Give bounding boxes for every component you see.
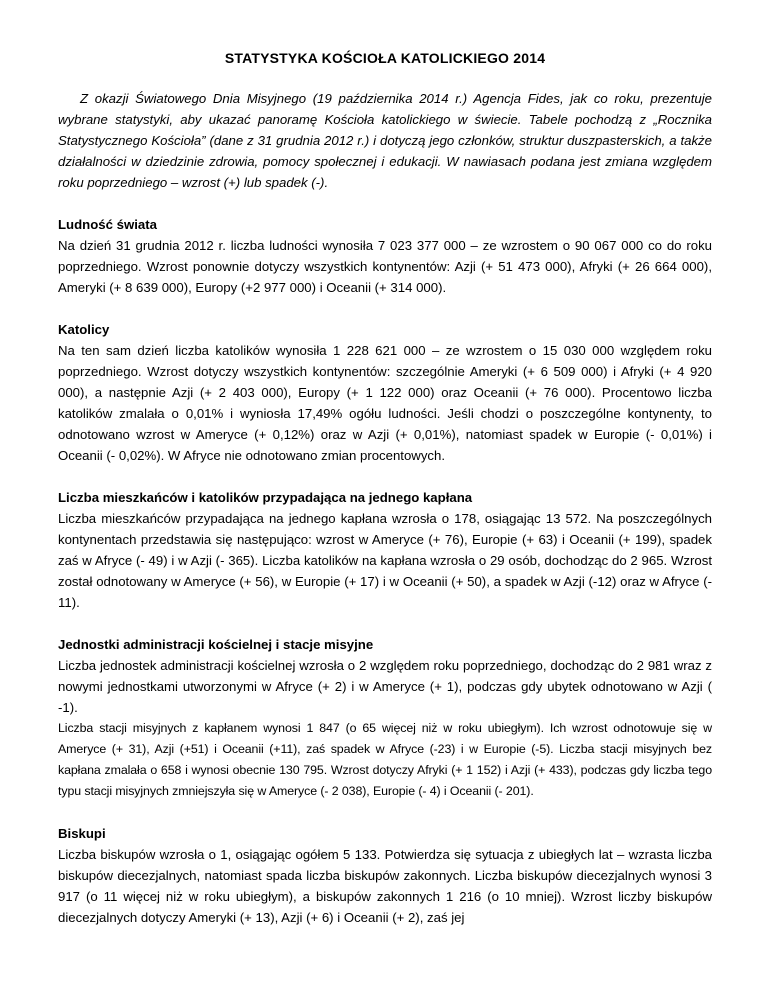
intro-paragraph: Z okazji Światowego Dnia Misyjnego (19 października 2014 r.) Agencja Fides, jak co roku, prezentuje wybrane statystyki, aby ukazać panoramę Kościoła katolickiego w świecie. Tabele pochodzą z „Rocznika Statystycznego Kościoła” (dane z 31 grudnia 2012 r.) i dotyczą jego członków, struktur duszpasterskich, a także działalności w dziedzinie zdrowia, pomocy społecznej i edukacji. W nawiasach podana jest zmiana względem roku poprzedniego – wzrost (+) lub spadek (-). <box>58 91 712 190</box>
section-paragraph: Liczba biskupów wzrosła o 1, osiągając ogółem 5 133. Potwierdza się sytuacja z ubiegłych lat – wzrasta liczba biskupów diecezjalnych, natomiast spada liczba biskupów zakonnych. Liczba biskupów diecezjalnych wynosi 3 917 (o 11 więcej niż w roku ubiegłym), a biskupów zakonnych 1 216 (o 10 mniej). Wzrost liczby biskupów diecezjalnych dotyczy Ameryki (+ 13), Azji (+ 6) i Oceanii (+ 2), zaś jej <box>58 847 712 925</box>
section-paragraph: Liczba jednostek administracji kościelnej wzrosła o 2 względem roku poprzedniego, dochodząc do 2 981 wraz z nowymi jednostkami utworzonymi w Afryce (+ 2) i w Ameryce (+ 1), podczas gdy ubytek odnotowano w Azji ( -1). <box>58 658 712 715</box>
section-heading: Ludność świata <box>58 217 157 232</box>
section-heading: Biskupi <box>58 826 106 841</box>
section-heading: Katolicy <box>58 322 110 337</box>
section-catholics <box>58 319 712 466</box>
section-world-population <box>58 214 712 298</box>
section-paragraph: Liczba stacji misyjnych z kapłanem wynosi 1 847 (o 65 więcej niż w roku ubiegłym). Ich wzrost odnotowuje się w Ameryce (+ 31), Azji (+51) i Oceanii (+11), zaś spadek w Afryce (-23) i w Europie (-5). Liczba stacji misyjnych bez kapłana zmalała o 658 i wynosi obecnie 130 795. Wzrost dotyczy Afryki (+ 1 152) i Azji (+ 433), podczas gdy liczba tego typu stacji misyjnych zmniejszyła się w Ameryce (- 2 038), Europie (- 4) i Oceanii (- 201). <box>58 721 712 798</box>
section-ecclesiastical-units <box>58 634 712 802</box>
section-paragraph: Na ten sam dzień liczba katolików wynosiła 1 228 621 000 – ze wzrostem o 15 030 000 względem roku poprzedniego. Wzrost dotyczy wszystkich kontynentów: szczególnie Ameryki (+ 6 509 000) i Afryki (+ 4 920 000), a następnie Azji (+ 2 403 000), Europy (+ 1 122 000) oraz Oceanii (+ 76 000). Procentowo liczba katolików zmalała o 0,01% i wyniosła 17,49% ogółu ludności. Jeśli chodzi o poszczególne kontynenty, to odnotowano wzrost w Ameryce (+ 0,12%) oraz w Azji (+ 0,01%), natomiast spadek w Europie (- 0,01%) i Oceanii (- 0,02%). W Afryce nie odnotowano zmian procentowych. <box>58 343 712 463</box>
section-paragraph: Na dzień 31 grudnia 2012 r. liczba ludności wynosiła 7 023 377 000 – ze wzrostem o 90 067 000 co do roku poprzedniego. Wzrost ponownie dotyczy wszystkich kontynentów: Azji (+ 51 473 000), Afryki (+ 26 664 000), Ameryki (+ 8 639 000), Europy (+2 977 000) i Oceanii (+ 314 000). <box>58 238 712 295</box>
section-bishops <box>58 823 712 928</box>
document-title: STATYSTYKA KOŚCIOŁA KATOLICKIEGO 2014 <box>224 50 546 66</box>
section-heading: Liczba mieszkańców i katolików przypadająca na jednego kapłana <box>58 490 473 505</box>
section-heading: Jednostki administracji kościelnej i stacje misyjne <box>58 637 374 652</box>
document-page <box>58 48 712 928</box>
section-paragraph: Liczba mieszkańców przypadająca na jednego kapłana wzrosła o 178, osiągając 13 572. Na poszczególnych kontynentach przedstawia się następująco: wzrost w Ameryce (+ 76), Europie (+ 63) i Oceanii (+ 199), spadek zaś w Afryce (- 49) i w Azji (- 365). Liczba katolików na kapłana wzrosła o 29 osób, dochodząc do 2 965. Wzrost został odnotowany w Ameryce (+ 56), w Europie (+ 17) i w Oceanii (+ 50), a spadek w Azji (-12) oraz w Afryce (- 11). <box>58 511 712 610</box>
section-inhabitants-per-priest <box>58 487 712 613</box>
